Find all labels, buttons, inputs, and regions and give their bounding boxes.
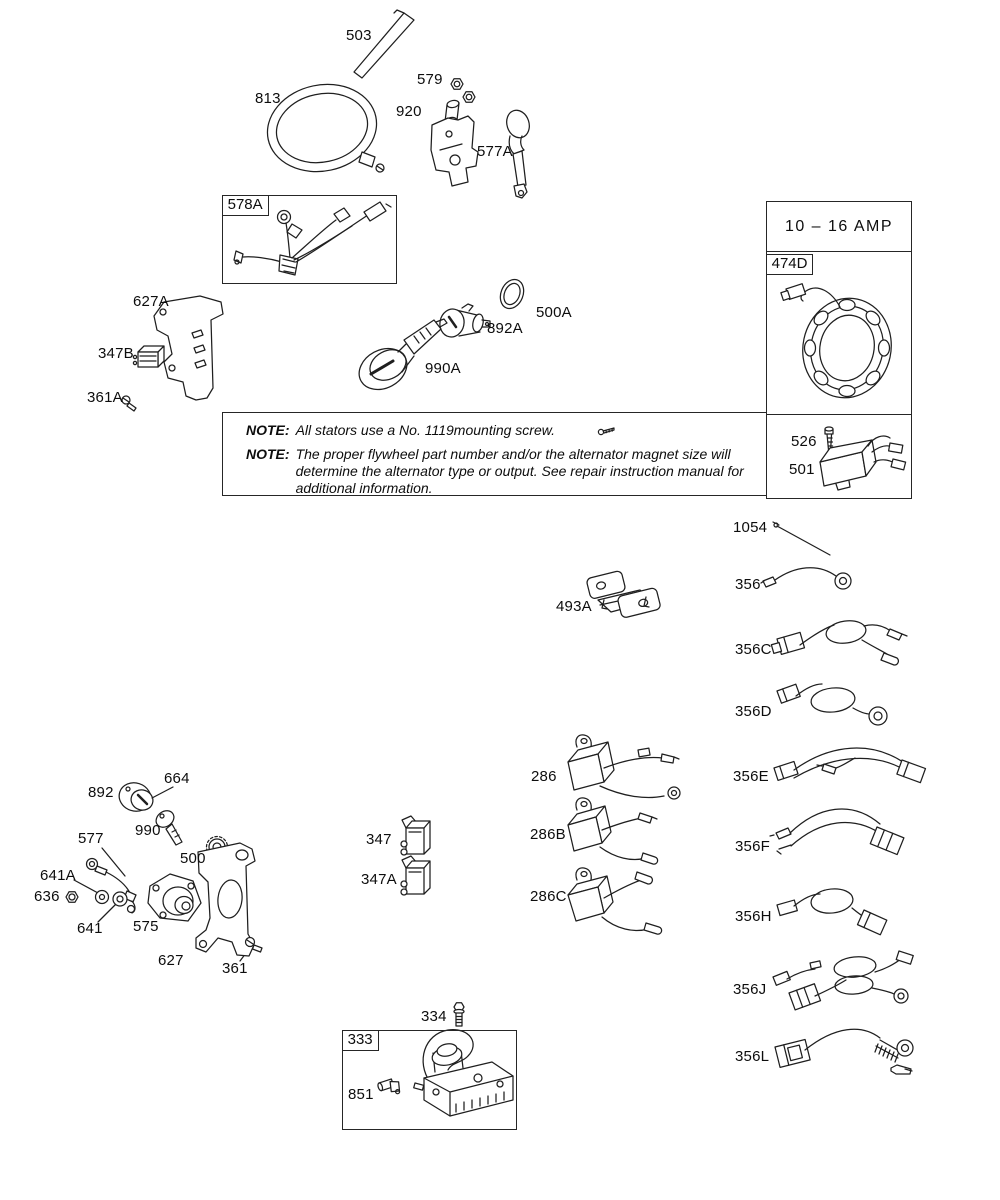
switch-347B-art xyxy=(133,346,164,367)
switch-892-art xyxy=(115,779,155,816)
bolt-334-art xyxy=(454,1003,464,1026)
wire-577-art xyxy=(87,859,137,914)
part-label-356: 356 xyxy=(735,576,761,593)
part-label-990A: 990A xyxy=(425,360,461,377)
wire-356D-art xyxy=(777,684,887,725)
part-label-627: 627 xyxy=(158,952,184,969)
switch-347-art xyxy=(401,816,430,855)
washer-641A-art xyxy=(96,891,109,904)
part-label-347B: 347B xyxy=(98,345,134,362)
part-label-579: 579 xyxy=(417,71,443,88)
group-label-578A: 578A xyxy=(222,195,269,216)
part-label-575: 575 xyxy=(133,918,159,935)
part-label-356H: 356H xyxy=(735,908,772,925)
wire-356H-art xyxy=(777,887,887,935)
wire-356C-art xyxy=(770,618,907,665)
part-label-356F: 356F xyxy=(735,838,770,855)
part-label-641: 641 xyxy=(77,920,103,937)
part-label-500: 500 xyxy=(180,850,206,867)
part-label-356L: 356L xyxy=(735,1048,770,1065)
part-label-356D: 356D xyxy=(735,703,772,720)
module-286C-art xyxy=(568,868,662,934)
part-label-813: 813 xyxy=(255,90,281,107)
part-label-347: 347 xyxy=(366,831,392,848)
wire-356F-art xyxy=(770,809,904,855)
amp-rating-header: 10 – 16 AMP xyxy=(767,202,911,252)
part-label-892A: 892A xyxy=(487,320,523,337)
part-label-851: 851 xyxy=(348,1086,374,1103)
note-line-1 xyxy=(246,422,756,439)
group-label-333: 333 xyxy=(342,1030,379,1051)
part-label-1054: 1054 xyxy=(733,519,768,536)
screw-361A-art xyxy=(122,396,136,411)
part-label-361: 361 xyxy=(222,960,248,977)
note1-prefix: NOTE: xyxy=(246,422,290,438)
amp-group-box xyxy=(766,201,912,499)
mounting-screw-icon xyxy=(597,425,617,437)
part-label-664: 664 xyxy=(164,770,190,787)
bracket-493A-art xyxy=(586,570,661,618)
part-label-334: 334 xyxy=(421,1008,447,1025)
note2-prefix: NOTE: xyxy=(246,446,290,462)
part-label-347A: 347A xyxy=(361,871,397,888)
wire-356L-art xyxy=(775,1029,913,1074)
strap-503-art xyxy=(354,10,414,78)
module-286B-art xyxy=(568,798,658,864)
key-990A-art xyxy=(352,319,447,398)
part-label-500A: 500A xyxy=(536,304,572,321)
part-label-286: 286 xyxy=(531,768,557,785)
part-label-577: 577 xyxy=(78,830,104,847)
switch-347A-art xyxy=(401,856,430,895)
part-label-356C: 356C xyxy=(735,641,772,658)
part-label-493A: 493A xyxy=(556,598,592,615)
part-label-627A: 627A xyxy=(133,293,169,310)
part-label-501: 501 xyxy=(789,461,815,478)
part-label-503: 503 xyxy=(346,27,372,44)
washer-641-art xyxy=(113,892,127,906)
part-label-361A: 361A xyxy=(87,389,123,406)
amp-box-divider xyxy=(767,414,911,415)
note-box xyxy=(222,412,767,496)
part-label-892: 892 xyxy=(88,784,114,801)
wire-356-art xyxy=(761,568,851,589)
note1-text: All stators use a No. 1119mounting screw. xyxy=(295,422,555,438)
nut-636-art xyxy=(66,892,78,902)
wire-356J-art xyxy=(773,951,913,1010)
part-label-920: 920 xyxy=(396,103,422,120)
harness-group-box xyxy=(222,195,397,284)
note-line-2 xyxy=(246,446,756,497)
pin-1054-art xyxy=(773,522,830,555)
group-label-474D: 474D xyxy=(766,254,814,275)
ring-500A-art xyxy=(496,276,528,312)
part-label-990: 990 xyxy=(135,822,161,839)
part-label-356J: 356J xyxy=(733,981,767,998)
nuts-579-art xyxy=(451,79,475,102)
part-label-286C: 286C xyxy=(530,888,567,905)
note2-text: The proper flywheel part number and/or the alternator magnet size will determine the alternator type or output. See repair instruction manual for additional information. xyxy=(295,446,744,496)
bracket-920-art xyxy=(431,100,478,186)
part-label-577A: 577A xyxy=(477,143,513,160)
part-label-641A: 641A xyxy=(40,867,76,884)
ignition-group-box xyxy=(342,1030,517,1130)
switch-575-art xyxy=(148,874,201,921)
part-label-356E: 356E xyxy=(733,768,769,785)
wire-356E-art xyxy=(774,748,925,783)
part-label-636: 636 xyxy=(34,888,60,905)
module-286-art xyxy=(568,735,680,799)
part-label-286B: 286B xyxy=(530,826,566,843)
part-label-526: 526 xyxy=(791,433,817,450)
